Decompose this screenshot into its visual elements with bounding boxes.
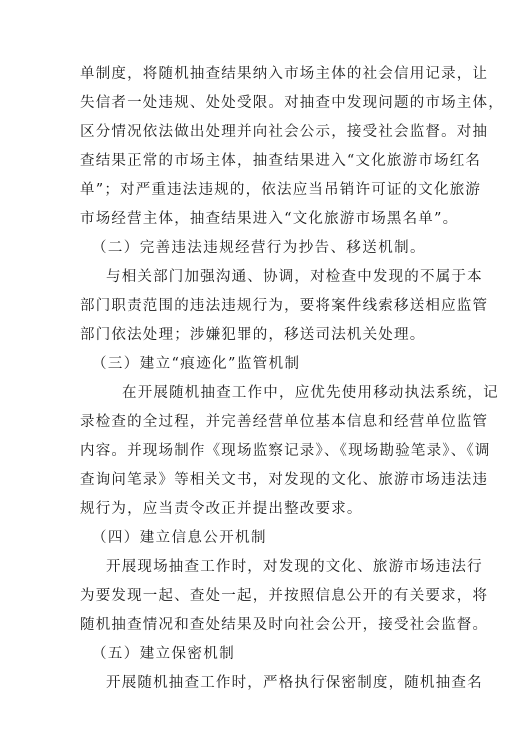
body-text-line: 查询问笔录》等相关文书，对发现的文化、旅游市场违法违 [80, 472, 489, 488]
body-text-line: 规行为，应当责令改正并提出整改要求。 [80, 501, 363, 517]
body-text-line: 查结果正常的市场主体，抽查结果进入“文化旅游市场红名 [80, 153, 482, 169]
body-text-line: 单制度，将随机抽查结果纳入市场主体的社会信用记录，让 [80, 66, 489, 82]
section-heading: （三）建立“痕迹化”监管机制 [92, 356, 301, 372]
paragraph-first-line: 开展现场抽查工作时，对发现的文化、旅游市场违法行 [106, 559, 483, 575]
body-text-line: 内容。并现场制作《现场监察记录》、《现场勘验笔录》、《调 [80, 443, 491, 459]
body-text-line: 单”；对严重违法违规的，依法应当吊销许可证的文化旅游 [80, 182, 482, 198]
body-text-line: 部门依法处理；涉嫌犯罪的，移送司法机关处理。 [80, 327, 426, 343]
body-text-line: 部门职责范围的违法违规行为，要将案件线索移送相应监管 [80, 298, 489, 314]
body-text-line: 市场经营主体，抽查结果进入“文化旅游市场黑名单”。 [80, 211, 459, 227]
body-text-line: 录检查的全过程，并完善经营单位基本信息和经营单位监管 [80, 414, 489, 430]
body-text-line: 随机抽查情况和查处结果及时向社会公开，接受社会监督。 [80, 617, 489, 633]
body-text-line: 失信者一处违规、处处受限。对抽查中发现问题的市场主体， [80, 95, 504, 111]
section-heading: （二）完善违法违规经营行为抄告、移送机制。 [92, 240, 426, 256]
paragraph-first-line: 与相关部门加强沟通、协调，对检查中发现的不属于本 [106, 269, 483, 285]
paragraph-first-line: 在开展随机抽查工作中，应优先使用移动执法系统，记 [122, 385, 499, 401]
paragraph-first-line: 开展随机抽查工作时，严格执行保密制度，随机抽查名 [106, 675, 483, 691]
section-heading: （四）建立信息公开机制 [92, 530, 267, 546]
body-text-line: 为要发现一起、查处一起，并按照信息公开的有关要求，将 [80, 588, 489, 604]
section-heading: （五）建立保密机制 [92, 646, 236, 662]
body-text-line: 区分情况依法做出处理并向社会公示，接受社会监督。对抽 [80, 124, 489, 140]
